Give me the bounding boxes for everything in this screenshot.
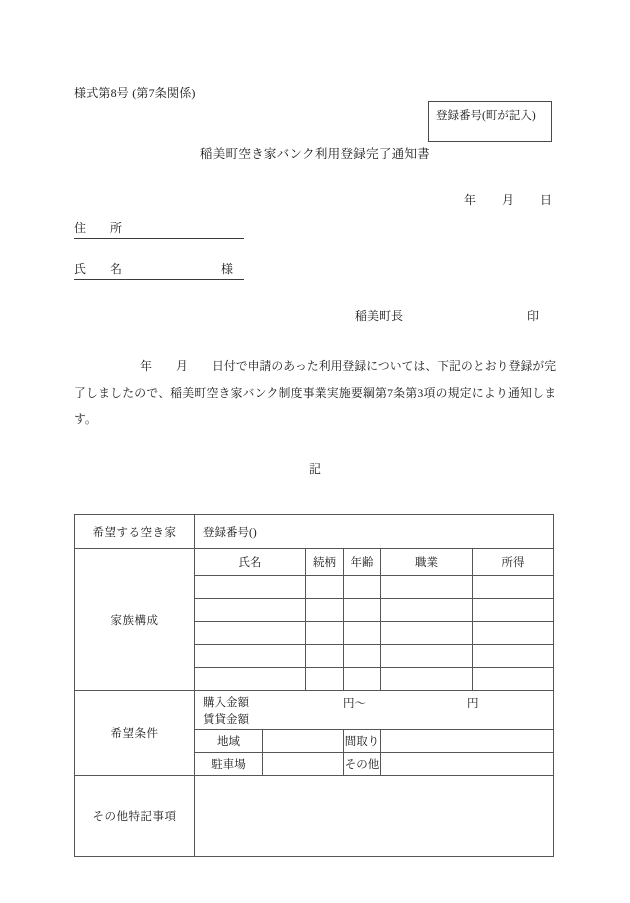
address-field[interactable] [74, 219, 244, 239]
notes-label: その他特記事項 [75, 776, 195, 857]
family-col-relation: 続柄 [306, 549, 344, 576]
name-field[interactable] [74, 260, 244, 280]
desired-house-label: 希望する空き家 [75, 515, 195, 549]
family-income-input[interactable] [473, 668, 554, 691]
yen-to-label: 円 [467, 698, 479, 710]
rent-amount-label: 賃貸金額 [203, 713, 249, 726]
family-name-input[interactable] [195, 645, 306, 668]
family-age-input[interactable] [344, 668, 381, 691]
parking-label: 駐車場 [195, 753, 263, 776]
other-value[interactable] [381, 753, 554, 776]
notes-value[interactable] [195, 776, 554, 857]
body-text: 日付で申請のあった利用登録については、下記のとおり登録が完了しましたので、稲美町空き家バンク制度事業実施要綱第7条第3項の規定により通知します。 [74, 359, 556, 427]
family-relation-input[interactable] [306, 576, 344, 599]
family-relation-input[interactable] [306, 622, 344, 645]
date-line [0, 191, 552, 208]
table-row-notes [75, 776, 554, 857]
family-col-occupation: 職業 [381, 549, 473, 576]
layout-value[interactable] [381, 730, 554, 753]
area-value[interactable] [263, 730, 344, 753]
family-col-age: 年齢 [344, 549, 381, 576]
family-name-input[interactable] [195, 622, 306, 645]
layout-label: 間取り [344, 730, 381, 753]
family-income-input[interactable] [473, 576, 554, 599]
desired-house-regno-open: 登録番号( [203, 526, 253, 539]
body-paragraph [74, 353, 556, 433]
family-income-input[interactable] [473, 622, 554, 645]
seal-icon: 印 [527, 309, 540, 323]
yen-from-label: 円〜 [343, 698, 366, 710]
application-detail-table [74, 514, 554, 857]
registration-number-box-label: 登録番号(町が記入) [436, 110, 536, 122]
family-name-input[interactable] [195, 668, 306, 691]
family-name-input[interactable] [195, 599, 306, 622]
name-honorific: 様 [221, 262, 234, 276]
desired-house-regno-close: ) [252, 526, 257, 539]
conditions-amount-cell[interactable] [195, 691, 554, 730]
family-relation-input[interactable] [306, 668, 344, 691]
family-occupation-input[interactable] [381, 599, 473, 622]
issuer-line [355, 307, 555, 324]
family-age-input[interactable] [344, 645, 381, 668]
date-day-label: 日 [539, 193, 552, 207]
purchase-amount-label: 購入金額 [203, 697, 249, 709]
date-year-label: 年 [463, 193, 476, 207]
conditions-label: 希望条件 [75, 691, 195, 776]
family-occupation-input[interactable] [381, 576, 473, 599]
address-label: 住 所 [74, 221, 129, 235]
parking-value[interactable] [263, 753, 344, 776]
family-income-input[interactable] [473, 599, 554, 622]
ki-marker: 記 [308, 462, 321, 476]
form-code: 様式第8号 (第7条関係) [74, 86, 196, 100]
family-composition-label: 家族構成 [75, 549, 195, 691]
date-month-label: 月 [501, 193, 514, 207]
name-label: 氏 名 [74, 262, 129, 276]
area-label: 地域 [195, 730, 263, 753]
page-title: 稲美町空き家バンク利用登録完了通知書 [199, 147, 431, 161]
body-month-label: 月 [175, 359, 188, 373]
issuer-name: 稲美町長 [355, 309, 404, 323]
family-relation-input[interactable] [306, 645, 344, 668]
family-occupation-input[interactable] [381, 645, 473, 668]
other-label: その他 [344, 753, 381, 776]
table-row-desired-house [75, 515, 554, 549]
family-age-input[interactable] [344, 599, 381, 622]
table-row-family-header [75, 549, 554, 576]
body-year-label: 年 [140, 359, 152, 373]
family-age-input[interactable] [344, 622, 381, 645]
family-col-name: 氏名 [195, 549, 306, 576]
family-age-input[interactable] [344, 576, 381, 599]
family-income-input[interactable] [473, 645, 554, 668]
registration-number-box [428, 101, 552, 142]
family-col-income: 所得 [473, 549, 554, 576]
desired-house-value-cell[interactable] [195, 515, 554, 549]
family-occupation-input[interactable] [381, 622, 473, 645]
family-relation-input[interactable] [306, 599, 344, 622]
family-name-input[interactable] [195, 576, 306, 599]
family-occupation-input[interactable] [381, 668, 473, 691]
table-row-conditions-money [75, 691, 554, 730]
